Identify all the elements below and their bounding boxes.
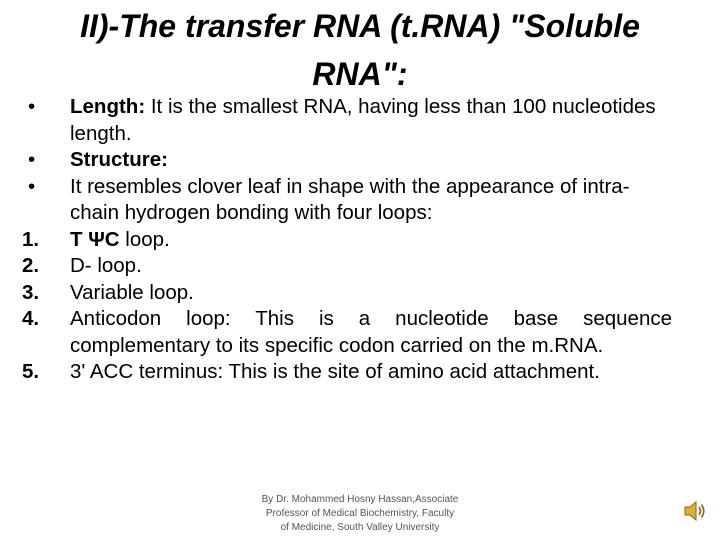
- length-label: Length:: [70, 95, 146, 118]
- slide-title: [30, 2, 690, 98]
- shape-description: It resembles clover leaf in shape with the appearance of intra-chain hydrogen bonding with four loops:: [70, 174, 630, 224]
- list-item: [22, 253, 672, 280]
- list-item: [22, 306, 672, 359]
- length-description: It is the smallest RNA, having less than 100 nucleotides length.: [70, 95, 656, 145]
- list-item: [22, 227, 672, 254]
- list-item-number: 1.: [22, 227, 40, 251]
- list-item-body: 3' ACC terminus: This is the site of amino acid attachment.: [70, 360, 600, 383]
- bullet-symbol: •: [28, 174, 36, 198]
- slide-footer: [230, 493, 490, 535]
- footer-line-3: of Medicine, South Valley University: [280, 522, 440, 533]
- list-item-body: D- loop.: [70, 254, 142, 277]
- list-item-label: T ΨC: [70, 227, 120, 251]
- list-item-number: 2.: [22, 254, 40, 277]
- footer-line-1: By Dr. Mohammed Hosny Hassan,Associate: [261, 494, 459, 505]
- slide-content: [22, 94, 672, 386]
- bullet-shape: [22, 174, 672, 227]
- speaker-icon-graphic: [682, 498, 708, 524]
- list-item-number: 3.: [22, 280, 40, 304]
- list-item-number: 4.: [22, 307, 40, 330]
- list-item-text: [70, 227, 672, 254]
- list-item-number: 5.: [22, 360, 40, 383]
- list-item-body: loop.: [119, 227, 170, 251]
- slide-title-line-2: RNA":: [312, 56, 408, 92]
- speaker-icon[interactable]: [682, 498, 708, 524]
- bullet-structure: [22, 147, 672, 174]
- footer-line-2: Professor of Medical Biochemistry, Faculty: [265, 508, 455, 519]
- list-item: [22, 280, 672, 307]
- slide-title-line-1: II)-The transfer RNA (t.RNA) "Soluble: [80, 8, 640, 44]
- list-item: [22, 359, 672, 386]
- list-item-body: Anticodon loop: This is a nucleotide base sequence complementary to its specific codon carried on the m.RNA.: [70, 307, 672, 357]
- structure-label: Structure:: [70, 148, 168, 171]
- bullet-length: [22, 94, 672, 147]
- bullet-symbol: •: [28, 148, 36, 171]
- bullet-symbol: •: [28, 95, 36, 118]
- list-item-body: Variable loop.: [70, 280, 194, 304]
- bullet-length-text: [70, 94, 672, 147]
